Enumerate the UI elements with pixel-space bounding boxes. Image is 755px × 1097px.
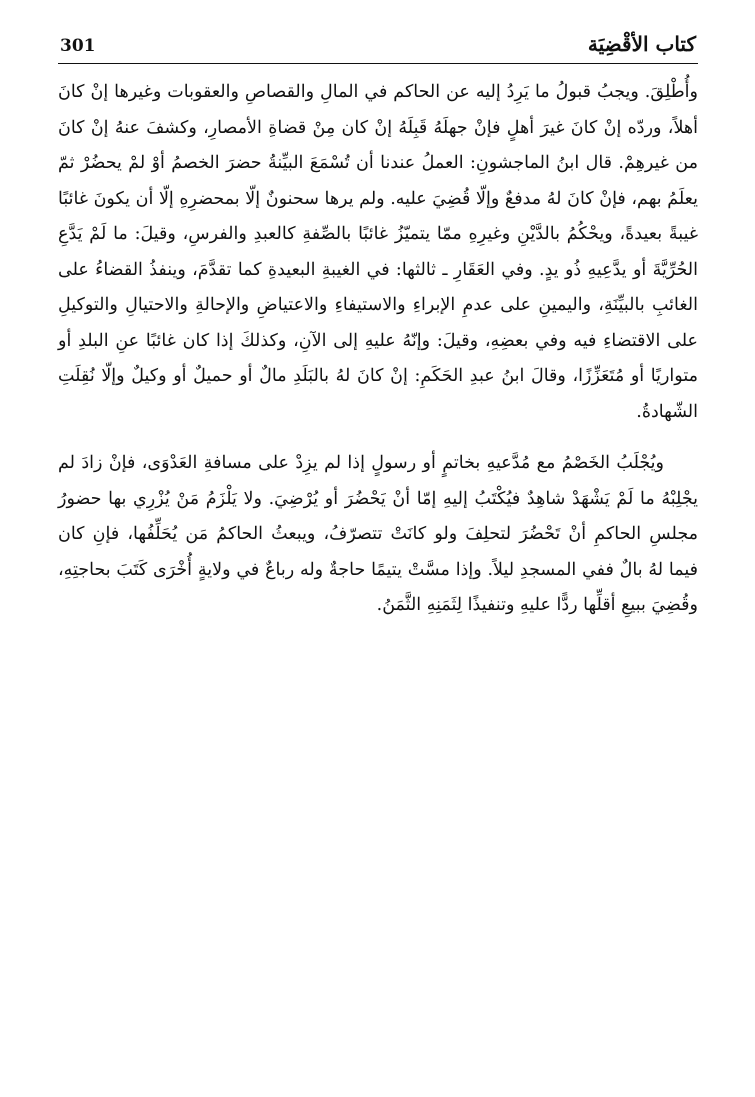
paragraph-2: ويُجْلَبُ الخَصْمُ مع مُدَّعيهِ بخاتمٍ أو رسولٍ إذا لم يزِدْ على مسافةِ العَدْوَى، فإنْ زادَ لم يجْلِبْهُ ما لَمْ يَشْهَدْ شاهِدٌ فيُكْتَبُ إليهِ إمّا أنْ يَحْضُرَ أو يُرْضِيَ. ولا يَلْزَمُ مَنْ يُزْرِي بها حضورُ مجلسِ الحاكمِ أنْ تَحْضُرَ لتحلِفَ ولو كانَتْ تتصرّفُ، ويبعثُ الحاكمُ مَن يُحَلِّفُها، فإنِ كان فيما لهُ بالٌ ففي المسجدِ ليلاً. وإذا مسَّتْ يتيمًا حاجةٌ وله رباعٌ في ولايةٍ أُخْرَى كَتَبَ بحاجتِهِ، وقُضِيَ ببيعِ أقلِّها ردًّا عليهِ وتنفيذًا لِثَمَنِهِ الثَّمَنُ. bbox=[58, 453, 698, 615]
paragraph-1: وأُطْلِقَ. ويجبُ قبولُ ما يَرِدُ إليه عن الحاكم في المالِ والقصاصِ والعقوبات وغيرها إنْ كانَ أهلاً، وردّه إنْ كانَ غيرَ أهلٍ فإنْ جهلَهُ قَبِلَهُ إنْ كان مِنْ قضاةِ الأمصارِ، وكشفَ عنهُ إنْ كانَ من غيرهِمْ. قال ابنُ الماجشونِ: العملُ عندنا أن تُسْمَعَ البيِّنةُ حضرَ الخصمُ أوْ لمْ يحضُرْ ثمّ يعلَمُ بهم، فإنْ كانَ لهُ مدفعٌ وإلّا قُضِيَ عليه. ولم يرها سحنونٌ إلّا بمحضرِهِ إلّا أن يكونَ غائبًا غيبةً بعيدةً، ويحْكُمُ بالدَّيْنِ وغيرِهِ ممّا يتميّزُ غائبًا بالصِّفةِ كالعبدِ والفرسِ، وقيلَ: ما لَمْ يَدَّعِ الحُرِّيَّةَ أو يدَّعِيهِ ذُو يدٍ. وفي العَقَارِ ـ ثالثها: في الغيبةِ البعيدةِ كما تقدَّمَ، وينفذُ القضاءُ على الغائبِ بالبيِّنَةِ، واليمينِ على عدمِ الإبراءِ والاستيفاءِ والاعتياضِ والإحالةِ والاحتيالِ والتوكيلِ على الاقتضاءِ فيه وفي بعضِهِ، وقيلَ: وإنّهُ عليهِ إلى الآنِ، وكذلكَ إذا كان غائبًا عنِ البلدِ أو متواريًا أو مُتَعَزِّزًا، وقالَ ابنُ عبدِ الحَكَمِ: إنْ كانَ لهُ بالبَلَدِ مالٌ أو حميلٌ أو وكيلٌ وإلّا نُقِلَتِ الشّهادةُ. bbox=[58, 82, 698, 422]
book-page bbox=[58, 30, 698, 1070]
header-rule bbox=[58, 63, 698, 64]
page-body bbox=[58, 75, 698, 624]
page-header bbox=[58, 30, 698, 60]
page-number: 301 bbox=[60, 36, 96, 56]
running-title: كتاب الأقْضِيَة bbox=[587, 32, 696, 56]
